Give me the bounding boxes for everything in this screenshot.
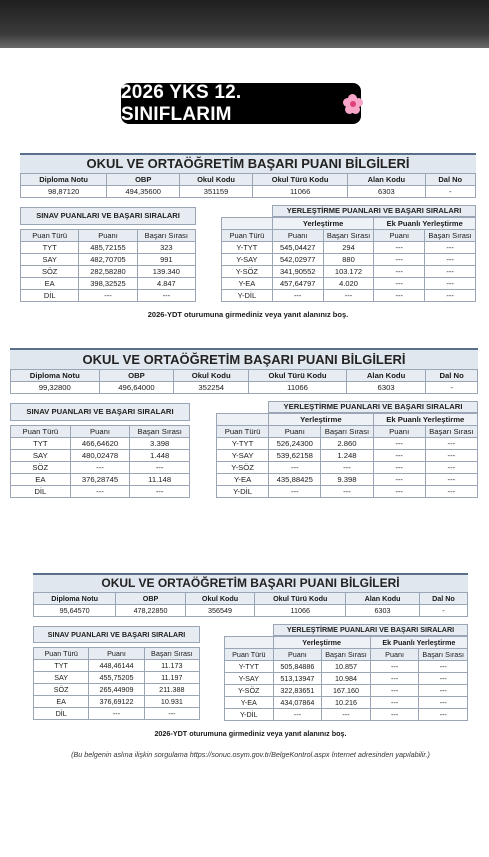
yerlestirme-row: [225, 697, 468, 709]
sinav-cell: 11.197: [144, 672, 199, 684]
yerlestirme-cell: ---: [373, 486, 425, 498]
yerlestirme-row: [222, 278, 476, 290]
sinav-row: [34, 696, 200, 708]
info-value-cell: -: [426, 382, 478, 394]
sinav-cell: 376,28745: [70, 474, 130, 486]
info-table: [20, 173, 476, 198]
yerlestirme-section-title: YERLEŞTİRME PUANLARI VE BAŞARI SIRALARI: [268, 401, 478, 413]
yerlestirme-cell: 10.216: [322, 697, 371, 709]
ek-puanli-subhead: Ek Puanlı Yerleştirme: [370, 637, 467, 649]
yerlestirme-cell: 341,90552: [272, 266, 323, 278]
yerlestirme-row: [225, 661, 468, 673]
yerlestirme-cell: ---: [373, 474, 425, 486]
sinav-cell: TYT: [21, 242, 79, 254]
yerlestirme-section-title: YERLEŞTİRME PUANLARI VE BAŞARI SIRALARI: [272, 205, 476, 217]
yerlestirme-cell: ---: [425, 486, 477, 498]
info-header-cell: Okul Türü Kodu: [255, 593, 346, 605]
sinav-cell: 10.931: [144, 696, 199, 708]
card-title: OKUL VE ORTAÖĞRETİM BAŞARI PUANI BİLGİLERİ: [20, 153, 476, 173]
yerlestirme-row: [217, 486, 478, 498]
yerlestirme-cell: Y-SÖZ: [225, 685, 274, 697]
info-value-cell: 95,64570: [34, 605, 116, 617]
sinav-section-title: SINAV PUANLARI VE BAŞARI SIRALARI: [33, 626, 200, 643]
yerlestirme-table: [216, 413, 478, 498]
card-title: OKUL VE ORTAÖĞRETİM BAŞARI PUANI BİLGİLERİ: [33, 573, 468, 592]
sinav-row: [11, 438, 190, 450]
ek-puanli-subhead: Ek Puanlı Yerleştirme: [374, 218, 476, 230]
yerlestirme-cell: 2.860: [321, 438, 373, 450]
yerlestirme-cell: Y-SAY: [225, 673, 274, 685]
yerlestirme-cell: ---: [374, 254, 425, 266]
yerlestirme-cell: ---: [425, 462, 477, 474]
yerlestirme-header-cell: Puanı: [373, 426, 425, 438]
sinav-header-cell: Puanı: [79, 230, 137, 242]
sinav-header-cell: Başarı Sırası: [144, 648, 199, 660]
info-table: [10, 369, 478, 394]
sinav-cell: ---: [79, 290, 137, 302]
info-header-cell: Dal No: [426, 370, 478, 382]
yerlestirme-cell: ---: [425, 450, 477, 462]
yerlestirme-row: [222, 266, 476, 278]
yerlestirme-header-cell: Puan Türü: [225, 649, 274, 661]
sinav-table: [33, 647, 200, 720]
sinav-row: [21, 278, 196, 290]
info-header-cell: Alan Kodu: [348, 174, 425, 186]
yerlestirme-row: [222, 242, 476, 254]
yerlestirme-cell: ---: [370, 661, 419, 673]
yerlestirme-cell: 4.020: [323, 278, 374, 290]
yerlestirme-table: [224, 636, 468, 721]
sinav-cell: 211.388: [144, 684, 199, 696]
yerlestirme-cell: Y-DİL: [225, 709, 274, 721]
sinav-section-title: SINAV PUANLARI VE BAŞARI SIRALARI: [20, 207, 196, 225]
yerlestirme-cell: Y-EA: [217, 474, 269, 486]
sinav-cell: ---: [70, 462, 130, 474]
info-value-cell: 494,35600: [107, 186, 180, 198]
info-value-cell: 99,32800: [11, 382, 100, 394]
yerlestirme-cell: 322,83651: [273, 685, 322, 697]
yerlestirme-header-cell: Puan Türü: [217, 426, 269, 438]
yerlestirme-cell: ---: [370, 697, 419, 709]
sinav-row: [21, 290, 196, 302]
yerlestirme-cell: ---: [419, 673, 468, 685]
yerlestirme-cell: 435,88425: [269, 474, 321, 486]
info-value-cell: -: [425, 186, 475, 198]
sinav-cell: 466,64620: [70, 438, 130, 450]
sinav-cell: 11.173: [144, 660, 199, 672]
info-value-cell: 6303: [346, 382, 425, 394]
info-table: [33, 592, 468, 617]
sinav-cell: SAY: [11, 450, 71, 462]
info-header-cell: Okul Kodu: [180, 174, 253, 186]
yerlestirme-cell: 9.398: [321, 474, 373, 486]
sinav-header-cell: Puanı: [89, 648, 144, 660]
yerlestirme-cell: Y-SÖZ: [222, 266, 273, 278]
sinav-cell: 455,75205: [89, 672, 144, 684]
sinav-row: [11, 462, 190, 474]
yerlestirme-cell: ---: [374, 266, 425, 278]
yerlestirme-cell: ---: [425, 290, 476, 302]
yerlestirme-header-cell: Puanı: [370, 649, 419, 661]
yerlestirme-row: [222, 290, 476, 302]
ydt-note: 2026-YDT oturumuna girmediniz veya yanıt alanınız boş.: [154, 729, 347, 738]
info-value-cell: 496,64000: [99, 382, 174, 394]
yerlestirme-cell: ---: [374, 278, 425, 290]
yerlestirme-cell: ---: [419, 697, 468, 709]
yerlestirme-cell: ---: [373, 438, 425, 450]
yerlestirme-cell: 1.248: [321, 450, 373, 462]
info-value-cell: 11066: [249, 382, 347, 394]
yerlestirme-row: [225, 709, 468, 721]
yerlestirme-header-cell: Puanı: [273, 649, 322, 661]
yerlestirme-cell: ---: [419, 685, 468, 697]
yerlestirme-cell: ---: [374, 242, 425, 254]
yerlestirme-cell: ---: [419, 709, 468, 721]
sinav-row: [21, 254, 196, 266]
yerlestirme-cell: 10.857: [322, 661, 371, 673]
yerlestirme-subhead: Yerleştirme: [273, 637, 370, 649]
sinav-cell: 265,44909: [89, 684, 144, 696]
yerlestirme-cell: Y-SÖZ: [217, 462, 269, 474]
yerlestirme-cell: 526,24300: [269, 438, 321, 450]
sinav-header-cell: Başarı Sırası: [137, 230, 195, 242]
sinav-header-cell: Başarı Sırası: [130, 426, 190, 438]
yerlestirme-section-title: YERLEŞTİRME PUANLARI VE BAŞARI SIRALARI: [273, 624, 468, 636]
yerlestirme-cell: 167.160: [322, 685, 371, 697]
info-value-cell: 352254: [174, 382, 249, 394]
sinav-cell: SÖZ: [21, 266, 79, 278]
sinav-table: [10, 425, 190, 498]
yerlestirme-cell: ---: [272, 290, 323, 302]
sinav-cell: 480,02478: [70, 450, 130, 462]
info-header-cell: Alan Kodu: [346, 593, 420, 605]
sinav-cell: 485,72155: [79, 242, 137, 254]
sinav-cell: DİL: [34, 708, 89, 720]
sinav-cell: EA: [21, 278, 79, 290]
yerlestirme-corner-cell: [225, 637, 274, 649]
info-header-cell: OBP: [107, 174, 180, 186]
sinav-cell: 1.448: [130, 450, 190, 462]
yerlestirme-header-cell: Başarı Sırası: [323, 230, 374, 242]
info-value-cell: 478,22850: [116, 605, 185, 617]
sinav-table: [20, 229, 196, 302]
yerlestirme-cell: ---: [425, 266, 476, 278]
yerlestirme-cell: 542,02977: [272, 254, 323, 266]
info-value-cell: 6303: [348, 186, 425, 198]
sinav-section-title: SINAV PUANLARI VE BAŞARI SIRALARI: [10, 403, 190, 421]
yerlestirme-cell: ---: [273, 709, 322, 721]
yerlestirme-cell: ---: [425, 242, 476, 254]
sinav-cell: DİL: [11, 486, 71, 498]
yerlestirme-cell: Y-SAY: [222, 254, 273, 266]
info-value-cell: 11066: [255, 605, 346, 617]
yerlestirme-row: [217, 462, 478, 474]
sinav-header-cell: Puanı: [70, 426, 130, 438]
yerlestirme-cell: 545,04427: [272, 242, 323, 254]
story-caption: [121, 83, 361, 124]
ydt-note: 2026-YDT oturumuna girmediniz veya yanıt alanınız boş.: [147, 310, 349, 319]
sinav-row: [34, 708, 200, 720]
sinav-cell: DİL: [21, 290, 79, 302]
yerlestirme-row: [225, 685, 468, 697]
sinav-cell: 4.847: [137, 278, 195, 290]
sinav-cell: ---: [137, 290, 195, 302]
yerlestirme-cell: ---: [370, 709, 419, 721]
yerlestirme-row: [225, 673, 468, 685]
info-value-cell: 6303: [346, 605, 420, 617]
sinav-cell: 323: [137, 242, 195, 254]
sinav-cell: TYT: [34, 660, 89, 672]
yerlestirme-cell: Y-TYT: [217, 438, 269, 450]
yerlestirme-cell: 505,84886: [273, 661, 322, 673]
ek-puanli-subhead: Ek Puanlı Yerleştirme: [373, 414, 477, 426]
sinav-cell: SÖZ: [34, 684, 89, 696]
sinav-row: [21, 242, 196, 254]
yerlestirme-corner-cell: [222, 218, 273, 230]
yerlestirme-cell: Y-EA: [225, 697, 274, 709]
yerlestirme-row: [217, 474, 478, 486]
info-header-cell: Okul Türü Kodu: [249, 370, 347, 382]
verification-footnote: (Bu belgenin aslına ilişkin sorgulama https://sonuc.osym.gov.tr/BelgeKontrol.aspx İnternet adresinden yapılabilir.): [71, 750, 430, 759]
info-header-cell: Okul Kodu: [185, 593, 254, 605]
info-header-cell: Diploma Notu: [34, 593, 116, 605]
sinav-header-cell: Puan Türü: [34, 648, 89, 660]
yerlestirme-cell: Y-DİL: [217, 486, 269, 498]
sinav-row: [11, 486, 190, 498]
yerlestirme-cell: Y-DİL: [222, 290, 273, 302]
cherry-blossom-icon: [343, 94, 361, 114]
yerlestirme-cell: 103.172: [323, 266, 374, 278]
story-top-bar: [0, 0, 489, 48]
yerlestirme-cell: ---: [425, 474, 477, 486]
info-header-cell: Okul Kodu: [174, 370, 249, 382]
yerlestirme-cell: ---: [269, 462, 321, 474]
info-value-cell: 11066: [252, 186, 347, 198]
sinav-cell: 3.398: [130, 438, 190, 450]
yerlestirme-cell: ---: [425, 278, 476, 290]
info-header-cell: Diploma Notu: [11, 370, 100, 382]
yerlestirme-cell: Y-TYT: [222, 242, 273, 254]
sinav-cell: 482,70705: [79, 254, 137, 266]
sinav-cell: 398,32525: [79, 278, 137, 290]
info-header-cell: OBP: [116, 593, 185, 605]
yerlestirme-cell: ---: [322, 709, 371, 721]
yerlestirme-cell: ---: [425, 254, 476, 266]
yerlestirme-cell: Y-TYT: [225, 661, 274, 673]
sinav-cell: SÖZ: [11, 462, 71, 474]
sinav-row: [11, 450, 190, 462]
yerlestirme-cell: 294: [323, 242, 374, 254]
info-header-cell: Dal No: [419, 593, 467, 605]
yerlestirme-header-cell: Başarı Sırası: [321, 426, 373, 438]
sinav-cell: ---: [130, 462, 190, 474]
sinav-row: [34, 660, 200, 672]
caption-text: 2026 YKS 12. SINIFLARIM: [121, 81, 242, 125]
sinav-cell: 448,46144: [89, 660, 144, 672]
yerlestirme-cell: ---: [323, 290, 374, 302]
info-header-cell: Okul Türü Kodu: [252, 174, 347, 186]
yerlestirme-corner-cell: [217, 414, 269, 426]
yerlestirme-cell: ---: [373, 450, 425, 462]
yerlestirme-header-cell: Puanı: [272, 230, 323, 242]
sinav-cell: SAY: [34, 672, 89, 684]
sinav-row: [11, 474, 190, 486]
sinav-cell: TYT: [11, 438, 71, 450]
sinav-cell: SAY: [21, 254, 79, 266]
yerlestirme-cell: 539,62158: [269, 450, 321, 462]
yerlestirme-row: [217, 438, 478, 450]
yerlestirme-cell: ---: [269, 486, 321, 498]
info-header-cell: OBP: [99, 370, 174, 382]
yerlestirme-cell: ---: [373, 462, 425, 474]
yerlestirme-header-cell: Başarı Sırası: [322, 649, 371, 661]
info-value-cell: 351159: [180, 186, 253, 198]
info-header-cell: Diploma Notu: [21, 174, 107, 186]
sinav-cell: 991: [137, 254, 195, 266]
info-value-cell: 356549: [185, 605, 254, 617]
card-title: OKUL VE ORTAÖĞRETİM BAŞARI PUANI BİLGİLERİ: [10, 348, 478, 369]
yerlestirme-cell: 457,64797: [272, 278, 323, 290]
info-header-cell: Alan Kodu: [346, 370, 425, 382]
sinav-row: [21, 266, 196, 278]
yerlestirme-cell: Y-EA: [222, 278, 273, 290]
yerlestirme-subhead: Yerleştirme: [272, 218, 374, 230]
yerlestirme-row: [217, 450, 478, 462]
sinav-cell: 282,58280: [79, 266, 137, 278]
yerlestirme-header-cell: Başarı Sırası: [425, 426, 477, 438]
yerlestirme-cell: Y-SAY: [217, 450, 269, 462]
yerlestirme-header-cell: Puanı: [269, 426, 321, 438]
yerlestirme-subhead: Yerleştirme: [269, 414, 373, 426]
yerlestirme-row: [222, 254, 476, 266]
yerlestirme-cell: ---: [370, 685, 419, 697]
sinav-header-cell: Puan Türü: [11, 426, 71, 438]
sinav-cell: ---: [144, 708, 199, 720]
sinav-cell: ---: [130, 486, 190, 498]
sinav-cell: 11.148: [130, 474, 190, 486]
info-value-cell: -: [419, 605, 467, 617]
yerlestirme-cell: 10.984: [322, 673, 371, 685]
sinav-cell: ---: [70, 486, 130, 498]
yerlestirme-cell: ---: [425, 438, 477, 450]
yerlestirme-cell: 434,07864: [273, 697, 322, 709]
yerlestirme-cell: ---: [374, 290, 425, 302]
sinav-cell: EA: [11, 474, 71, 486]
yerlestirme-cell: ---: [419, 661, 468, 673]
yerlestirme-header-cell: Başarı Sırası: [419, 649, 468, 661]
info-value-cell: 98,87120: [21, 186, 107, 198]
yerlestirme-table: [221, 217, 476, 302]
yerlestirme-cell: 880: [323, 254, 374, 266]
yerlestirme-cell: ---: [321, 462, 373, 474]
yerlestirme-cell: 513,13947: [273, 673, 322, 685]
sinav-cell: EA: [34, 696, 89, 708]
yerlestirme-header-cell: Puanı: [374, 230, 425, 242]
yerlestirme-header-cell: Puan Türü: [222, 230, 273, 242]
sinav-cell: 376,69122: [89, 696, 144, 708]
sinav-row: [34, 672, 200, 684]
sinav-cell: ---: [89, 708, 144, 720]
yerlestirme-cell: ---: [370, 673, 419, 685]
info-header-cell: Dal No: [425, 174, 475, 186]
yerlestirme-header-cell: Başarı Sırası: [425, 230, 476, 242]
sinav-header-cell: Puan Türü: [21, 230, 79, 242]
sinav-cell: 139.340: [137, 266, 195, 278]
sinav-row: [34, 684, 200, 696]
yerlestirme-cell: ---: [321, 486, 373, 498]
